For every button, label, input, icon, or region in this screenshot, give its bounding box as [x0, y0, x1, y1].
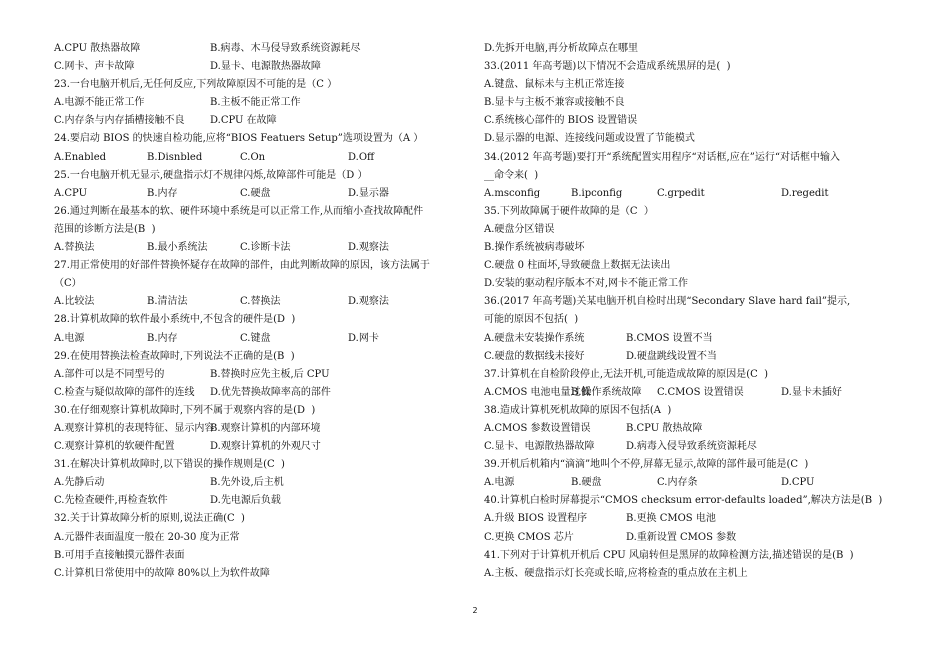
option-c: C.替换法 [240, 296, 281, 308]
text-line: C.硬盘 0 柱面坏,导致硬盘上数据无法读出 [484, 260, 671, 272]
text-line: A.元器件表面温度一般在 20-30 度为正常 [54, 531, 240, 543]
option-row [54, 366, 454, 384]
right-column [484, 40, 914, 583]
text-line: 29.在使用替换法检查故障时,下列说法不正确的是(B ) [54, 350, 295, 362]
option-row [54, 384, 454, 402]
option-c: C.硬盘 [240, 187, 271, 199]
option-row [54, 330, 454, 348]
option-a: A.比较法 [54, 296, 95, 308]
text-line: 31.在解决计算机故障时,以下错误的操作规则是(C ) [54, 459, 285, 471]
option-b: B.CMOS 设置不当 [626, 332, 713, 344]
text-line: 23.一台电脑开机后,无任何反应,下列故障原因不可能的是（C ） [54, 79, 338, 91]
option-b: B.更换 CMOS 电池 [626, 513, 716, 525]
text-line: B.可用手直接触摸元器件表面 [54, 549, 185, 561]
option-a: C.显卡、电源散热器故障 [484, 441, 595, 453]
option-a: C.观察计算机的软硬件配置 [54, 441, 175, 453]
text-line: B.显卡与主板不兼容或接触不良 [484, 97, 625, 109]
option-b: B.硬盘 [571, 477, 602, 489]
text-line: 28.计算机故障的软件最小系统中,不包含的硬件是(D ) [54, 314, 296, 326]
option-b: D.病毒入侵导致系统资源耗尽 [626, 441, 757, 453]
option-a: C.内存条与内存插槽接触不良 [54, 115, 185, 127]
text-line: 39.开机后机箱内“滴滴”地叫个不停,屏幕无显示,故障的部件最可能是(C ) [484, 459, 809, 471]
text-line: A.主板、硬盘指示灯长亮或长暗,应将检查的重点放在主机上 [484, 567, 748, 579]
option-row [54, 239, 454, 257]
option-b: D.CPU 在故障 [210, 115, 277, 127]
option-row [484, 384, 914, 402]
option-a: A.观察计算机的表现特征、显示内容 [54, 422, 215, 434]
option-row [54, 58, 454, 76]
option-a: A.CPU [54, 187, 88, 199]
left-column [54, 40, 454, 583]
text-line: D.显示器的电源、连接线问题或设置了节能模式 [484, 133, 695, 145]
option-a: A.升级 BIOS 设置程序 [484, 513, 588, 525]
option-row [484, 330, 914, 348]
text-line: D.先拆开电脑,再分析故障点在哪里 [484, 43, 639, 54]
option-b: D.先电源后负载 [210, 495, 281, 507]
option-b: B.内存 [147, 187, 178, 199]
option-row [484, 185, 914, 203]
text-line: （C） [54, 278, 82, 290]
option-a: C.更换 CMOS 芯片 [484, 531, 574, 543]
option-row [54, 94, 454, 112]
option-d: D.Off [348, 151, 375, 163]
option-row [484, 529, 914, 547]
option-a: A.替换法 [54, 242, 95, 254]
option-a: A.硬盘未安装操作系统 [484, 332, 585, 344]
option-b: D.重新设置 CMOS 参数 [626, 531, 737, 543]
option-row [484, 420, 914, 438]
option-row [54, 420, 454, 438]
option-b: B.CPU 散热故障 [626, 422, 703, 434]
option-b: B.内存 [147, 332, 178, 344]
option-c: C.On [240, 151, 266, 163]
option-b: D.显卡、电源散热器故障 [210, 61, 321, 73]
option-row [54, 438, 454, 456]
option-b: D.观察计算机的外观尺寸 [210, 441, 321, 453]
option-d: D.观察法 [348, 296, 389, 308]
option-b: B.操作系统故障 [571, 386, 642, 398]
text-line: 41.下列对于计算机开机后 CPU 风扇转但是黑屏的故障检测方法,描述错误的是(B ) [484, 549, 854, 561]
text-line: 30.在仔细观察计算机故障时,下列不属于观察内容的是(D ) [54, 404, 316, 416]
option-row [54, 149, 454, 167]
text-line: 33.(2011 年高考题)以下情况不会造成系统黑屏的是( ) [484, 61, 731, 73]
text-line: 24.要启动 BIOS 的快速自检功能,应将“BIOS Featuers Setup”选项设置为（A ） [54, 133, 424, 145]
option-b: B.替换时应先主板,后 CPU [210, 368, 330, 380]
option-d: D.网卡 [348, 332, 379, 344]
option-row [54, 492, 454, 510]
option-row [54, 293, 454, 311]
option-a: A.部件可以是不同型号的 [54, 368, 165, 380]
option-b: D.硬盘跳线设置不当 [626, 350, 717, 362]
option-a: A.CMOS 电池电量过低 [484, 386, 591, 398]
option-c: C.诊断卡法 [240, 242, 291, 254]
text-line: 40.计算机白检时屏幕提示“CMOS checksum error-defaults loaded”,解决方法是(B ) [484, 495, 883, 507]
option-a: A.Enabled [54, 151, 107, 163]
page-number: 2 [472, 606, 478, 615]
option-row [54, 474, 454, 492]
option-b: D.优先替换故障率高的部件 [210, 386, 331, 398]
text-line: 38.造成计算机死机故障的原因不包括(A ) [484, 404, 672, 416]
option-a: A.电源 [54, 332, 85, 344]
text-line: 35.下列故障属于硬件故障的是（C ） [484, 205, 654, 217]
option-a: C.检查与疑似故障的部件的连线 [54, 386, 195, 398]
option-d: D.观察法 [348, 242, 389, 254]
text-line: 26.通过判断在最基本的软、硬件环境中系统是可以正常工作,从而缩小查找故障配件 [54, 205, 424, 217]
text-line: 32.关于计算故障分析的原则,说法正确(C ) [54, 513, 245, 525]
text-line: 34.(2012 年高考题)要打开“系统配置实用程序“对话框,应在”运行“对话框中输入 [484, 151, 840, 163]
option-d: D.显卡未插好 [781, 386, 842, 398]
option-row [54, 112, 454, 130]
option-b: B.清洁法 [147, 296, 188, 308]
option-a: A.CMOS 参数设置错误 [484, 422, 591, 434]
text-line: A.键盘、鼠标未与主机正常连接 [484, 79, 625, 91]
text-line: 可能的原因不包括( ) [484, 314, 579, 326]
text-line: D.安装的驱动程序版本不对,网卡不能正常工作 [484, 278, 689, 290]
option-d: D.CPU [781, 477, 815, 489]
option-a: A.电源不能正常工作 [54, 97, 145, 109]
option-b: B.最小系统法 [147, 242, 208, 254]
option-b: B.Disnbled [147, 151, 203, 163]
option-c: C.grpedit [657, 187, 705, 199]
text-line: 25.一台电脑开机无显示,硬盘指示灯不规律闪烁,故障部件可能是（D ） [54, 169, 368, 181]
option-a: A.先静后动 [54, 477, 105, 489]
text-line: A.硬盘分区错误 [484, 223, 555, 235]
option-d: D.显示器 [348, 187, 389, 199]
option-row [484, 474, 914, 492]
text-line: C.计算机日常使用中的故障 80%以上为软件故障 [54, 567, 270, 579]
option-b: B.观察计算机的内部环境 [210, 422, 321, 434]
text-line: 37.计算机在自检阶段停止,无法开机,可能造成故障的原因是(C ) [484, 368, 769, 380]
option-row [54, 185, 454, 203]
option-b: B.病毒、木马侵导致系统资源耗尽 [210, 43, 361, 54]
option-a: A.电源 [484, 477, 515, 489]
option-a: C.网卡、声卡故障 [54, 61, 135, 73]
option-a: C.硬盘的数据线未接好 [484, 350, 585, 362]
option-c: C.键盘 [240, 332, 271, 344]
option-row [484, 348, 914, 366]
text-line: B.操作系统被病毒破坏 [484, 242, 585, 254]
option-c: C.内存条 [657, 477, 698, 489]
option-row [54, 40, 454, 58]
text-line: C.系统核心部件的 BIOS 设置错误 [484, 115, 638, 127]
option-b: B.ipconfig [571, 187, 623, 199]
option-a: C.先检查硬件,再检查软件 [54, 495, 168, 507]
text-line: 27.用正常使用的好部件替换怀疑存在故障的部件，由此判断故障的原因，该方法属于 [54, 260, 430, 272]
option-a: A.msconfig [484, 187, 541, 199]
option-row [484, 510, 914, 528]
text-line: 范围的诊断方法是(B ) [54, 223, 156, 235]
option-c: C.CMOS 设置错误 [657, 386, 744, 398]
option-a: A.CPU 散热器故障 [54, 43, 141, 54]
option-b: B.主板不能正常工作 [210, 97, 301, 109]
option-d: D.regedit [781, 187, 829, 199]
text-line: 36.(2017 年高考题)关某电脑开机自检时出现“Secondary Slave hard fail”提示, [484, 296, 851, 308]
option-b: B.先外设,后主机 [210, 477, 284, 489]
option-row [484, 438, 914, 456]
text-line: __命令来( ) [484, 169, 539, 181]
